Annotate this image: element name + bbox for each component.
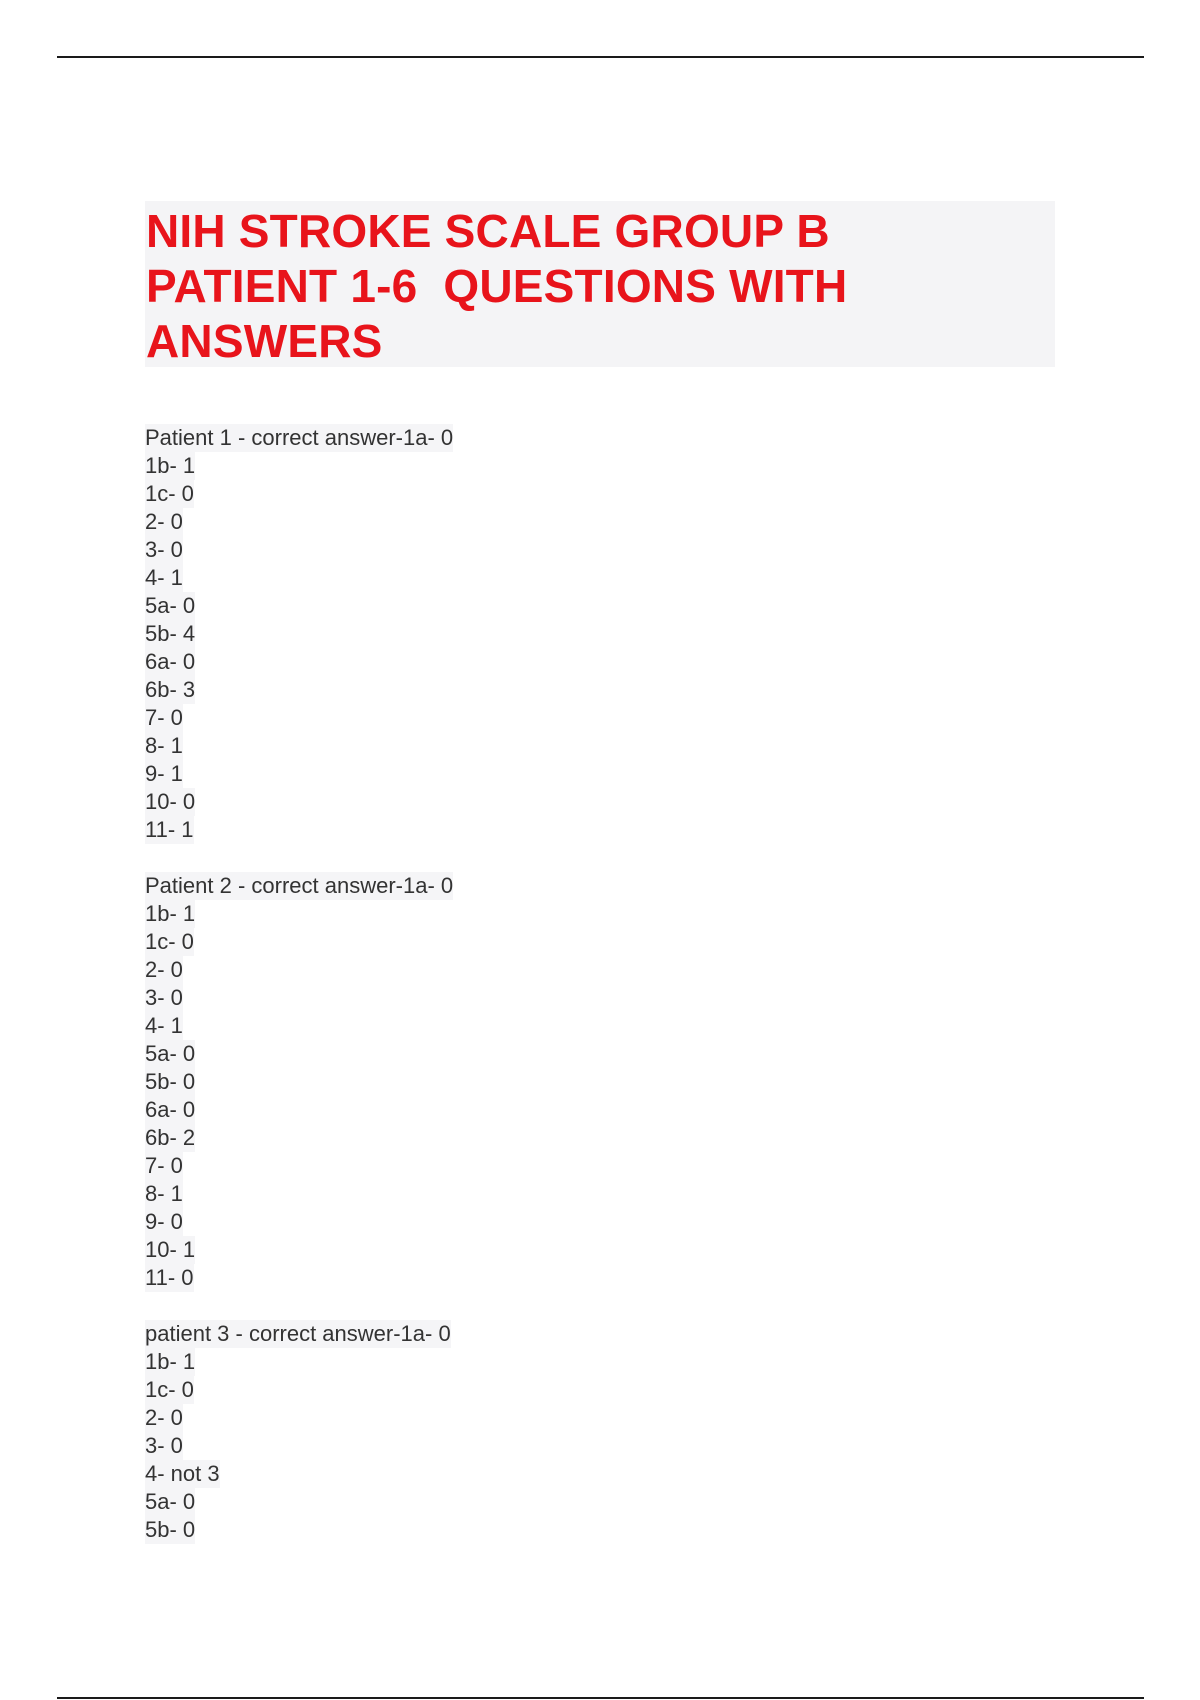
answer-line: 8- 1 (145, 733, 183, 758)
answer-line: 1c- 0 (145, 1377, 194, 1402)
title-line: ANSWERS (146, 315, 383, 367)
answer-line: 1b- 1 (145, 901, 196, 926)
patient-block-2 (145, 872, 1045, 1292)
answer-line: 3- 0 (145, 985, 183, 1010)
answer-line: 1b- 1 (145, 453, 196, 478)
answer-line: 4- 1 (145, 565, 183, 590)
answer-line: 11- 0 (145, 1265, 194, 1290)
title-line: PATIENT 1-6 QUESTIONS WITH (146, 260, 848, 312)
patient-header: patient 3 - correct answer-1a- 0 (145, 1321, 451, 1346)
answer-line: 5a- 0 (145, 1489, 196, 1514)
answer-line: 5b- 4 (145, 621, 196, 646)
title-block (145, 201, 1055, 367)
answer-line: 9- 1 (145, 761, 183, 786)
answer-line: 6b- 2 (145, 1125, 196, 1150)
answer-line: 6b- 3 (145, 677, 196, 702)
answer-line: 6a- 0 (145, 1097, 196, 1122)
answer-line: 2- 0 (145, 957, 183, 982)
answer-line: 2- 0 (145, 509, 183, 534)
answer-line: 3- 0 (145, 1433, 183, 1458)
patient-header: Patient 1 - correct answer-1a- 0 (145, 425, 454, 450)
answer-content (145, 424, 1045, 1544)
top-rule (57, 56, 1144, 58)
patient-block-3 (145, 1320, 1045, 1544)
patient-header: Patient 2 - correct answer-1a- 0 (145, 873, 454, 898)
answer-line: 10- 1 (145, 1237, 196, 1262)
answer-line: 11- 1 (145, 817, 194, 842)
patient-block-1 (145, 424, 1045, 844)
document-title (145, 201, 1055, 369)
answer-line: 1b- 1 (145, 1349, 196, 1374)
answer-line: 7- 0 (145, 1153, 183, 1178)
answer-line: 7- 0 (145, 705, 183, 730)
answer-line: 1c- 0 (145, 929, 194, 954)
answer-line: 8- 1 (145, 1181, 183, 1206)
answer-line: 5b- 0 (145, 1069, 196, 1094)
answer-line: 5a- 0 (145, 1041, 196, 1066)
answer-line: 6a- 0 (145, 649, 196, 674)
answer-line: 4- not 3 (145, 1461, 220, 1486)
answer-line: 5a- 0 (145, 593, 196, 618)
answer-line: 3- 0 (145, 537, 183, 562)
answer-line: 10- 0 (145, 789, 196, 814)
answer-line: 2- 0 (145, 1405, 183, 1430)
bottom-rule (57, 1697, 1144, 1699)
title-line: NIH STROKE SCALE GROUP B (146, 205, 830, 257)
answer-line: 5b- 0 (145, 1517, 196, 1542)
answer-line: 1c- 0 (145, 481, 194, 506)
answer-line: 4- 1 (145, 1013, 183, 1038)
answer-line: 9- 0 (145, 1209, 183, 1234)
